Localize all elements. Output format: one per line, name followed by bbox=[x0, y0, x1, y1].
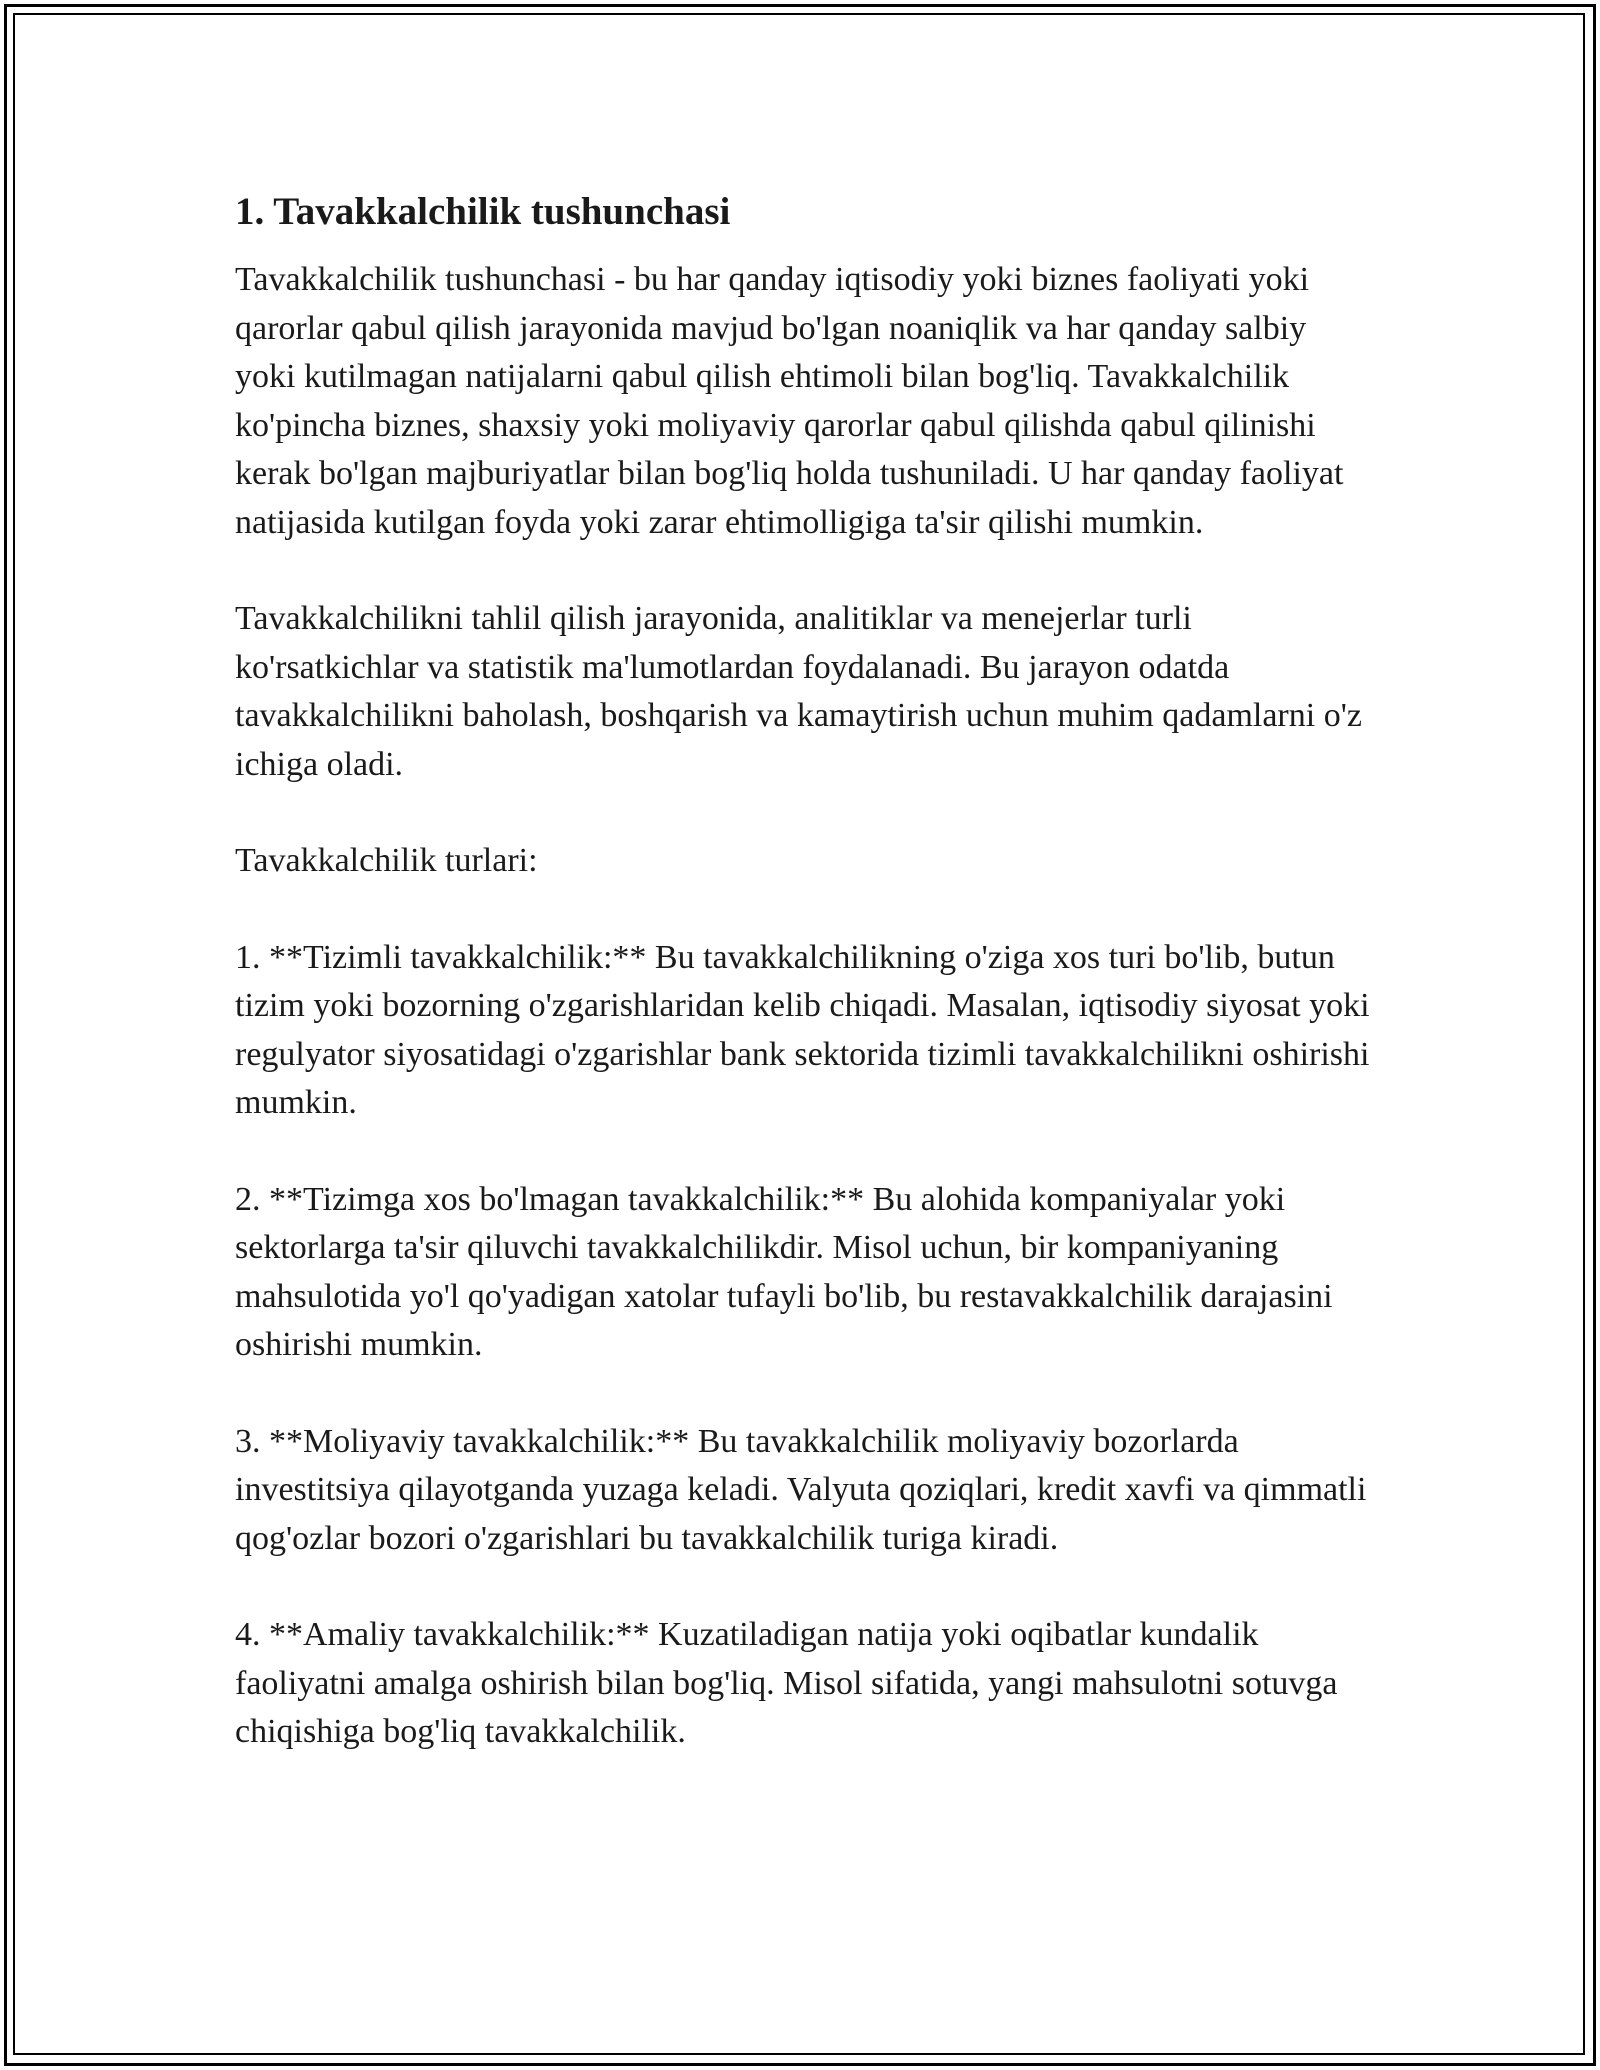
document-body bbox=[235, 186, 1375, 1805]
list-item-financial: 3. **Moliyaviy tavakkalchilik:** Bu tavakkalchilik moliyaviy bozorlarda investitsiya qilayotganda yuzaga keladi. Valyuta qoziqlari, kredit xavfi va qimmatli qog'ozlar bozori o'zgarishlari bu tavakkalchilik turiga kiradi. bbox=[235, 1422, 1367, 1557]
paragraph-definition: Tavakkalchilik tushunchasi - bu har qanday iqtisodiy yoki biznes faoliyati yoki qarorlar qabul qilish jarayonida mavjud bo'lgan noaniqlik va har qanday salbiy yoki kutilmagan natijalarni qabul qilish ehtimoli bilan bog'liq. Tavakkalchilik ko'pincha biznes, shaxsiy yoki moliyaviy qarorlar qabul qilishda qabul qilinishi kerak bo'lgan majburiyatlar bilan bog'liq holda tushuniladi. U har qanday faoliyat natijasida kutilgan foyda yoki zarar ehtimolligiga ta'sir qilishi mumkin. bbox=[235, 261, 1344, 541]
section-heading: 1. Tavakkalchilik tushunchasi bbox=[235, 190, 731, 233]
paragraph-analysis: Tavakkalchilikni tahlil qilish jarayonida, analitiklar va menejerlar turli ko'rsatkichlar va statistik ma'lumotlardan foydalanadi. Bu jarayon odatda tavakkalchilikni baholash, boshqarish va kamaytirish uchun muhim qadamlarni o'z ichiga oladi. bbox=[235, 600, 1362, 783]
list-item-unsystematic: 2. **Tizimga xos bo'lmagan tavakkalchilik:** Bu alohida kompaniyalar yoki sektorlarga ta'sir qiluvchi tavakkalchilikdir. Misol uchun, bir kompaniyaning mahsulotida yo'l qo'yadigan xatolar tufayli bo'lib, bu restavakkalchilik darajasini oshirishi mumkin. bbox=[235, 1180, 1333, 1363]
list-item-operational: 4. **Amaliy tavakkalchilik:** Kuzatiladigan natija yoki oqibatlar kundalik faoliyatni amalga oshirish bilan bog'liq. Misol sifatida, yangi mahsulotni sotuvga chiqishiga bog'liq tavakkalchilik. bbox=[235, 1616, 1338, 1750]
paragraph-types-intro: Tavakkalchilik turlari: bbox=[235, 842, 538, 879]
list-item-systematic: 1. **Tizimli tavakkalchilik:** Bu tavakkalchilikning o'ziga xos turi bo'lib, butun tizim yoki bozorning o'zgarishlaridan kelib chiqadi. Masalan, iqtisodiy siyosat yoki regulyator siyosatidagi o'zgarishlar bank sektorida tizimli tavakkalchilikni oshirishi mumkin. bbox=[235, 938, 1370, 1121]
